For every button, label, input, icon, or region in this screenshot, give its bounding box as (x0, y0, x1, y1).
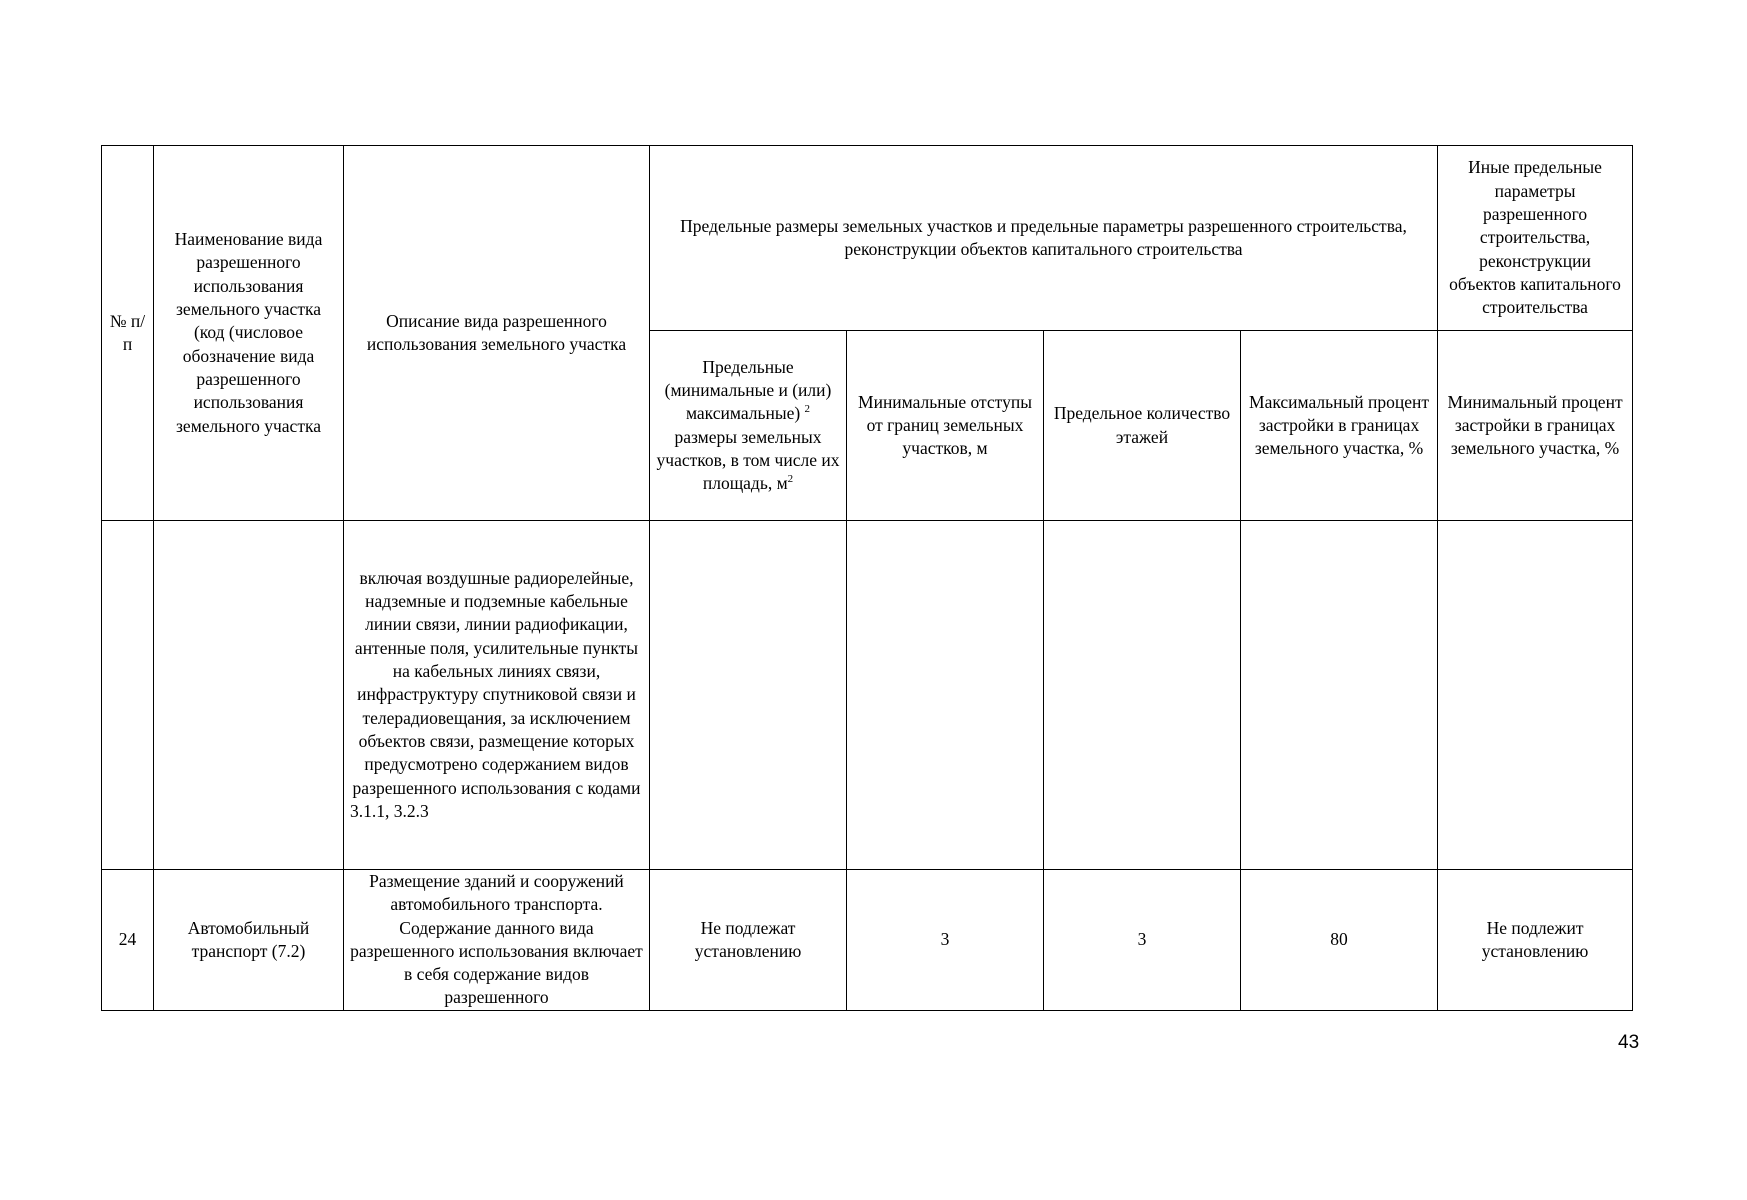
header-name: Наименование вида разрешенного использования земельного участка (код (числовое обозначение вида разрешенного использования земельного участка (154, 146, 344, 521)
cell-min-percent (1438, 521, 1633, 870)
table-row (102, 870, 1633, 1011)
cell-max-percent (1241, 521, 1438, 870)
header-setbacks: Минимальные отступы от границ земельных участков, м (847, 331, 1044, 521)
header-description: Описание вида разрешенного использования земельного участка (344, 146, 650, 521)
cell-num: 24 (102, 870, 154, 1011)
cell-description: включая воздушные радиорелейные, надземные и подземные кабельные линии связи, линии радиофикации, антенные поля, усилительные пункты на кабельных линиях связи, инфраструктуру спутниковой связи и телерадиовещания, за исключением объектов связи, размещение которых предусмотрено содержанием видов разрешенного использования с кодами 3.1.1, 3.2.3 (344, 521, 650, 870)
header-floors: Предельное количество этажей (1044, 331, 1241, 521)
cell-max-percent: 80 (1241, 870, 1438, 1011)
header-min-percent: Минимальный процент застройки в границах земельного участка, % (1438, 331, 1633, 521)
header-other-limits: Иные предельные параметры разрешенного строительства, реконструкции объектов капитального строительства (1438, 146, 1633, 331)
cell-sizes (650, 521, 847, 870)
header-limits-group: Предельные размеры земельных участков и предельные параметры разрешенного строительства, реконструкции объектов капитального строительства (650, 146, 1438, 331)
cell-floors (1044, 521, 1241, 870)
header-sizes-main: Предельные (минимальные и (или) максимальные) (664, 356, 832, 424)
header-max-percent: Максимальный процент застройки в границах земельного участка, % (1241, 331, 1438, 521)
cell-setbacks: 3 (847, 870, 1044, 1011)
cell-name: Автомобильный транспорт (7.2) (154, 870, 344, 1011)
regulations-table (101, 145, 1633, 1011)
header-sizes-footnote: 2 (804, 403, 811, 416)
table-row (102, 521, 1633, 870)
cell-sizes: Не подлежат установлению (650, 870, 847, 1011)
header-sizes (650, 331, 847, 521)
cell-description: Размещение зданий и сооружений автомобильного транспорта. Содержание данного вида разрешенного использования включает в себя содержание видов разрешенного (344, 870, 650, 1011)
cell-name (154, 521, 344, 870)
cell-min-percent: Не подлежит установлению (1438, 870, 1633, 1011)
header-sizes-rest: размеры земельных участков, в том числе их площадь, м (656, 426, 840, 494)
cell-num (102, 521, 154, 870)
cell-setbacks (847, 521, 1044, 870)
header-row-1 (102, 146, 1633, 331)
page-number: 43 (1618, 1032, 1640, 1053)
cell-floors: 3 (1044, 870, 1241, 1011)
header-sizes-unit-sup: 2 (787, 473, 794, 486)
header-num: № п/п (102, 146, 154, 521)
